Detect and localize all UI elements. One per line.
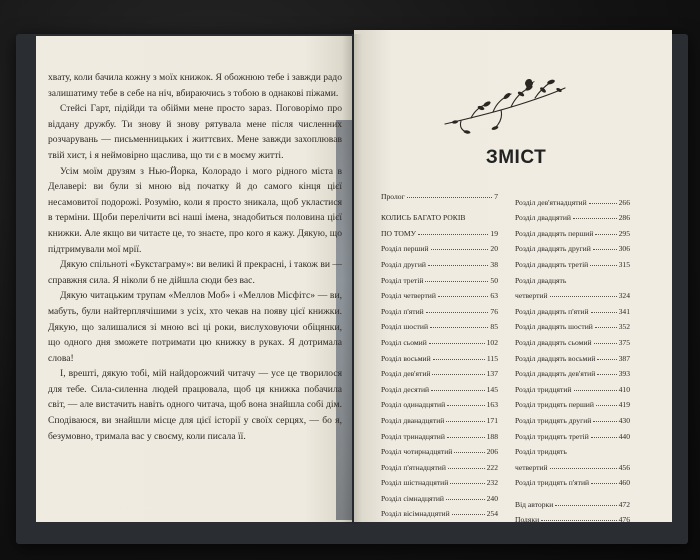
contents-title: ЗМІСТ (485, 147, 547, 168)
toc-entry-label: Розділ сьомий (381, 337, 427, 347)
toc-entry-label: Пролог (381, 191, 405, 201)
toc-entry (515, 300, 630, 316)
toc-entry (381, 472, 498, 488)
toc-entry-label: Розділ двадцять (515, 275, 567, 285)
toc-entry-continued (381, 222, 498, 238)
toc-leader-dots (438, 296, 488, 297)
toc-entry-label: Розділ тридцять (515, 447, 567, 457)
toc-leader-dots (591, 437, 617, 438)
toc-leader-dots (597, 359, 616, 360)
toc-entry (381, 347, 498, 363)
toc-page-number: 20 (490, 244, 498, 254)
toc-entry-label: Розділ тридцять п'ятий (515, 478, 590, 488)
toc-page-number: 306 (618, 244, 630, 254)
toc-page-number: 410 (618, 384, 630, 394)
toc-entry-label: Розділ вісімнадцятий (381, 509, 450, 519)
toc-page-number: 76 (490, 306, 498, 316)
toc-entry-label: Розділ двадцять восьмий (515, 353, 596, 363)
toc-page-number: 430 (618, 415, 630, 425)
toc-page-number: 295 (618, 228, 630, 238)
toc-entry (381, 425, 498, 441)
toc-entry-label-line2: ПО ТОМУ (381, 228, 417, 238)
toc-entry (515, 269, 630, 285)
toc-page-number: 222 (486, 462, 498, 472)
toc-entry (381, 363, 498, 379)
toc-page-number: 188 (486, 431, 498, 441)
toc-entry (515, 253, 630, 269)
toc-entry-label-line2: четвертий (515, 291, 548, 301)
paragraph: І, врешті, дякую тобі, мій найдорожчий читачу — усе це творилося для тебе. Сила-силенна людей працювала, щоб ця книжка побачила світ, — але вистачить навіть одного читача, щоб вона знайшла собі дім. Сподіваюся, ви знайшли місце для цієї історії у своїх серцях, — бо я, безумовно, тримала вас у своєму, коли писала її. (48, 368, 342, 442)
toc-entry-label: Розділ тридцять другий (515, 415, 592, 425)
toc-page-number: 472 (618, 499, 630, 509)
toc-entry-label: Розділ двадцять сьомий (515, 337, 592, 347)
toc-entry-label: Розділ десятий (381, 384, 430, 394)
toc-leader-dots (431, 390, 485, 391)
toc-leader-dots (426, 312, 489, 313)
toc-page-number: 476 (618, 515, 630, 525)
toc-entry (515, 347, 630, 363)
table-of-contents-left-column (381, 185, 498, 518)
toc-entry (381, 331, 498, 347)
toc-page-number: 324 (618, 291, 630, 301)
toc-leader-dots (446, 421, 484, 422)
toc-entry-label: Розділ чотирнадцятий (381, 447, 453, 457)
toc-leader-dots (591, 312, 617, 313)
toc-entry-continued (515, 456, 630, 472)
toc-page-number: 206 (486, 447, 498, 457)
toc-page-number: 286 (618, 213, 630, 223)
toc-entry (515, 472, 630, 488)
toc-leader-dots (450, 483, 484, 484)
toc-entry-label: Розділ тринадцятий (381, 431, 445, 441)
toc-page-number: 85 (490, 322, 498, 332)
toc-entry (381, 300, 498, 316)
toc-entry-label: Розділ дев'ятий (381, 369, 431, 379)
paragraph: Дякую спільноті «Букстаграму»: ви великі й прекрасні, і також ви — справжня сила. Я ніколи б не дійшла сюди без вас. (48, 259, 342, 286)
toc-page-number: 254 (486, 509, 498, 519)
toc-entry-label: Розділ сімнадцятий (381, 493, 444, 503)
toc-page-number: 456 (618, 462, 630, 472)
toc-page-number: 440 (618, 431, 630, 441)
toc-page-number: 137 (486, 369, 498, 379)
toc-entry-label: Розділ восьмий (381, 353, 431, 363)
toc-page-number: 419 (618, 400, 630, 410)
toc-entry-label: КОЛИСЬ БАГАТО РОКІВ (381, 213, 466, 223)
toc-page-number: 387 (618, 353, 630, 363)
paragraph: Стейсі Гарт, підійди та обійми мене просто зараз. Поговорімо про віддану дружбу. Ти знову й знову рятувала мене після численних розчарувань — письменницьких і життєвих. Мене завжди захоплював твій хист, і я неймовірно щаслива, що ти є в моєму житті. (48, 103, 342, 161)
toc-entry-label: Розділ двадцять шостий (515, 322, 593, 332)
toc-entry-label: Розділ третій (381, 275, 424, 285)
gutter-shadow (342, 34, 362, 524)
toc-leader-dots (555, 505, 616, 506)
toc-page-number: 240 (486, 493, 498, 503)
toc-page-number: 232 (486, 478, 498, 488)
toc-leader-dots (454, 452, 484, 453)
toc-entry-continued (515, 285, 630, 301)
toc-entry (515, 331, 630, 347)
toc-leader-dots (447, 437, 485, 438)
toc-page-number: 341 (618, 306, 630, 316)
toc-leader-dots (407, 197, 493, 198)
toc-entry-label: Розділ шостий (381, 322, 429, 332)
toc-entry-label: Розділ п'ятнадцятий (381, 462, 446, 472)
toc-leader-dots (541, 520, 616, 521)
toc-page-number: 266 (618, 197, 630, 207)
toc-page-number: 145 (486, 384, 498, 394)
toc-page-number: 460 (618, 478, 630, 488)
toc-page-number: 38 (490, 259, 498, 269)
toc-leader-dots (418, 234, 488, 235)
paragraph: хвату, коли бачила кожну з моїх книжок. Я обожнюю тебе і завжди радо залишатиму тебе в себе на ніч, вбираючись з тобою в однакові піжами. (48, 72, 342, 99)
toc-leader-dots (431, 249, 489, 250)
toc-leader-dots (430, 327, 488, 328)
toc-leader-dots (593, 421, 616, 422)
toc-entry (381, 378, 498, 394)
toc-leader-dots (446, 499, 485, 500)
paragraph: Дякую читацьким трупам «Меллов Моб» і «Меллов Місфітс» — ви, мабуть, були найтерплячішими з усіх, хто чекав на появу цієї книжки. Дякую, що залишалися зі мною всі ці роки, вислуховуючи обіцянки, що одного дня зможете потримати цю книжку в руках. Я дотримала слова! (48, 290, 342, 364)
toc-leader-dots (452, 514, 485, 515)
toc-leader-dots (591, 483, 617, 484)
toc-entry-label: Розділ п'ятий (381, 306, 424, 316)
toc-entry (515, 238, 630, 254)
toc-leader-dots (590, 265, 616, 266)
toc-page-number: 315 (618, 259, 630, 269)
toc-entry-label: Розділ тридцятий (515, 384, 572, 394)
toc-leader-dots (597, 374, 616, 375)
toc-page-number: 19 (490, 228, 498, 238)
toc-entry (515, 493, 630, 509)
acknowledgements-text (48, 70, 342, 444)
toc-leader-dots (595, 327, 617, 328)
toc-page-number: 375 (618, 337, 630, 347)
toc-entry (381, 456, 498, 472)
toc-entry (381, 238, 498, 254)
toc-leader-dots (589, 203, 617, 204)
toc-entry (381, 285, 498, 301)
toc-leader-dots (428, 265, 488, 266)
toc-entry (381, 207, 498, 223)
toc-entry-label: Розділ перший (381, 244, 429, 254)
toc-leader-dots (448, 468, 485, 469)
toc-entry-label: Розділ двадцять другий (515, 244, 591, 254)
toc-entry (381, 503, 498, 519)
toc-leader-dots (595, 234, 616, 235)
toc-entry (515, 509, 630, 525)
toc-entry-label: Розділ другий (381, 259, 426, 269)
toc-page-number: 352 (618, 322, 630, 332)
toc-entry-label: Розділ двадцять п'ятий (515, 306, 589, 316)
toc-page-number: 102 (486, 337, 498, 347)
toc-entry (381, 487, 498, 503)
toc-leader-dots (550, 468, 617, 469)
toc-entry-label: Розділ дев'ятнадцятий (515, 197, 587, 207)
toc-entry (515, 394, 630, 410)
toc-entry (515, 191, 630, 207)
toc-leader-dots (433, 359, 485, 360)
toc-entry-label: Розділ двадцять третій (515, 259, 589, 269)
toc-leader-dots (596, 405, 617, 406)
toc-entry (515, 378, 630, 394)
toc-entry (515, 316, 630, 332)
toc-entry-label: Розділ двадцятий (515, 213, 571, 223)
toc-entry (515, 425, 630, 441)
toc-page-number: 50 (490, 275, 498, 285)
toc-entry (381, 253, 498, 269)
toc-entry-label: Подяки (515, 515, 540, 525)
toc-page-number: 115 (486, 353, 498, 363)
toc-leader-dots (573, 218, 617, 219)
toc-leader-dots (425, 281, 488, 282)
toc-entry (381, 441, 498, 457)
toc-leader-dots (593, 249, 617, 250)
toc-entry-label-line2: четвертий (515, 462, 548, 472)
toc-entry-label: Розділ дванадцятий (381, 415, 445, 425)
toc-leader-dots (594, 343, 617, 344)
toc-entry-label: Розділ двадцять перший (515, 228, 594, 238)
toc-page-number: 63 (490, 291, 498, 301)
toc-entry (381, 394, 498, 410)
toc-entry-label: Розділ двадцять дев'ятий (515, 369, 596, 379)
toc-entry-label: Розділ тридцять третій (515, 431, 589, 441)
toc-entry (515, 363, 630, 379)
toc-entry (515, 207, 630, 223)
toc-entry-label: Розділ одинадцятий (381, 400, 446, 410)
toc-page-number: 7 (494, 191, 498, 201)
toc-entry-label: Від авторки (515, 499, 554, 509)
toc-entry (381, 409, 498, 425)
toc-page-number: 393 (618, 369, 630, 379)
toc-entry (515, 441, 630, 457)
toc-page-number: 171 (486, 415, 498, 425)
toc-leader-dots (447, 405, 484, 406)
toc-entry (381, 269, 498, 285)
toc-entry (381, 185, 498, 201)
toc-leader-dots (429, 343, 485, 344)
table-of-contents-right-column (515, 191, 630, 524)
toc-entry-label: Розділ тридцять перший (515, 400, 594, 410)
branch-with-birds-icon (441, 74, 569, 134)
toc-entry (515, 409, 630, 425)
toc-entry (381, 316, 498, 332)
toc-page-number: 163 (486, 400, 498, 410)
toc-entry-label: Розділ шістнадцятий (381, 478, 449, 488)
toc-leader-dots (574, 390, 617, 391)
toc-leader-dots (550, 296, 617, 297)
toc-entry (515, 222, 630, 238)
paragraph: Усім моїм друзям з Нью-Йорка, Колорадо і мого рідного міста в Делавері: ви були зі мною від початку й до самого кінця цієї несамовитої подорожі. Розумію, коли я просто зникала, щоб укластися в терміни. Щоби перелічити всі наші імена, знадобиться половина цієї книжки. Але якщо ви читаєте це, то знаєте, про кого я кажу. Дякую, що підтримували мої мрії. (48, 165, 342, 255)
toc-leader-dots (432, 374, 484, 375)
toc-entry-label: Розділ четвертий (381, 291, 436, 301)
